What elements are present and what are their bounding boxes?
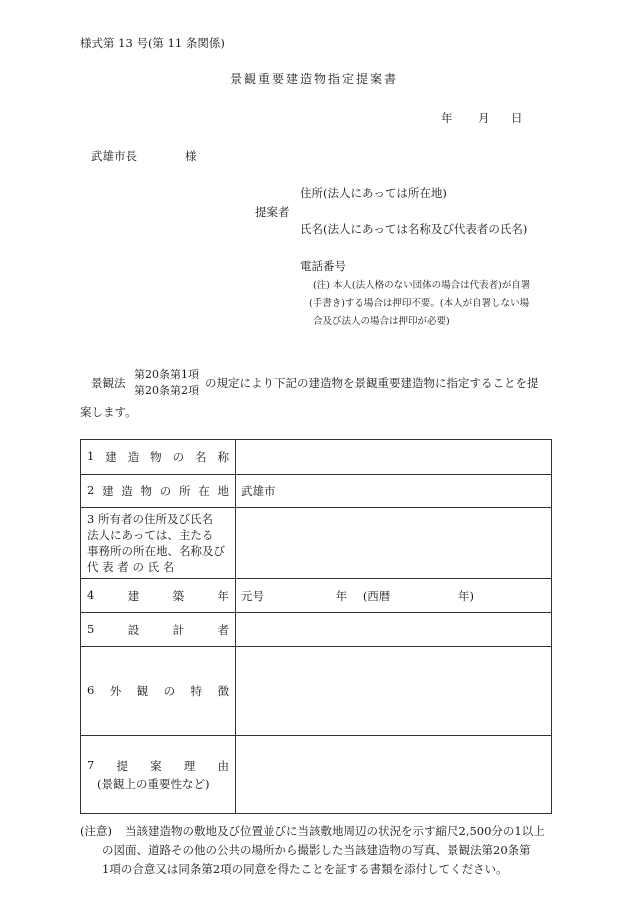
designer-field[interactable] — [236, 613, 552, 647]
date-year-label: 年 — [441, 111, 453, 125]
proposal-reason-field[interactable] — [236, 736, 552, 814]
table-row — [81, 508, 552, 579]
western-year-close: 年) — [457, 588, 474, 603]
addressee: 武雄市長 — [91, 149, 137, 163]
attention-line-2: の図面、道路その他の公共の場所から撮影した当該建造物の写真、景観法第20条第 — [102, 843, 531, 857]
owner-label-line-4: 代 表 者 の 氏 名 — [87, 560, 175, 574]
date-month-label: 月 — [478, 111, 490, 125]
document-title: 景観重要建造物指定提案書 — [230, 72, 399, 86]
western-year-label: (西暦 — [362, 588, 391, 603]
proposer-name-label: 氏名(法人にあっては名称及び代表者の氏名) — [300, 222, 528, 236]
signature-note-line-2: (手書き)する場合は押印不要。(本人が自署しない場 — [309, 298, 530, 309]
form-number: 様式第 13 号(第 11 条関係) — [80, 36, 225, 50]
table-row — [81, 579, 552, 613]
building-name-label: 1 建 造 物 の 名 称 — [81, 440, 236, 475]
building-location-field[interactable]: 武雄市 — [236, 475, 552, 508]
addressee-suffix: 様 — [185, 149, 197, 163]
construction-year-field[interactable] — [236, 579, 552, 613]
appearance-features-label: 6 外 観 の 特 徴 — [81, 647, 236, 736]
table-row — [81, 613, 552, 647]
owner-info-label — [81, 508, 236, 579]
proposer-label: 提案者 — [255, 205, 290, 219]
proposal-reason-sublabel: (景観上の重要性など) — [97, 776, 210, 791]
owner-label-line-2: 法人にあっては、主たる — [87, 528, 214, 542]
owner-label-line-3: 事務所の所在地、名称及び — [87, 544, 225, 558]
law-article-option-2: 第20条第2項 — [134, 384, 199, 397]
law-article-option-1: 第20条第1項 — [134, 368, 199, 381]
attention-line-1: 当該建造物の敷地及び位置並びに当該敷地周辺の状況を示す縮尺2,500分の1以上 — [125, 824, 545, 838]
construction-year-label: 4 建 築 年 — [81, 579, 236, 613]
proposal-reason-label: 7 提 案 理 由 (景観上の重要性など) — [81, 736, 236, 814]
building-name-field[interactable] — [236, 440, 552, 475]
era-year-label: 年 — [335, 588, 348, 603]
attention-label: (注意) — [80, 824, 112, 838]
proposer-address-label: 住所(法人にあっては所在地) — [300, 186, 447, 200]
designer-label: 5 設 計 者 — [81, 613, 236, 647]
statement-line-1: の規定により下記の建造物を景観重要建造物に指定することを提 — [205, 376, 539, 390]
appearance-features-field[interactable] — [236, 647, 552, 736]
table-row — [81, 440, 552, 475]
attention-line-3: 1項の合意又は同条第2項の同意を得たことを証する書類を添付してください。 — [102, 862, 508, 876]
table-row — [81, 736, 552, 814]
law-name: 景観法 — [91, 376, 126, 390]
signature-note-line-3: 合及び法人の場合は押印が必要) — [313, 316, 450, 327]
era-label: 元号 — [241, 588, 264, 603]
signature-note-line-1: (注) 本人(法人格のない団体の場合は代表者)が自署 — [313, 280, 531, 291]
statement-line-2: 案します。 — [80, 405, 137, 419]
proposer-phone-label: 電話番号 — [300, 259, 346, 273]
building-location-label: 2 建 造 物 の 所 在 地 — [81, 475, 236, 508]
owner-label-line-1: 3 所有者の住所及び氏名 — [87, 512, 213, 526]
owner-info-field[interactable] — [236, 508, 552, 579]
table-row — [81, 647, 552, 736]
table-row — [81, 475, 552, 508]
date-day-label: 日 — [511, 111, 523, 125]
building-info-table — [80, 439, 552, 814]
